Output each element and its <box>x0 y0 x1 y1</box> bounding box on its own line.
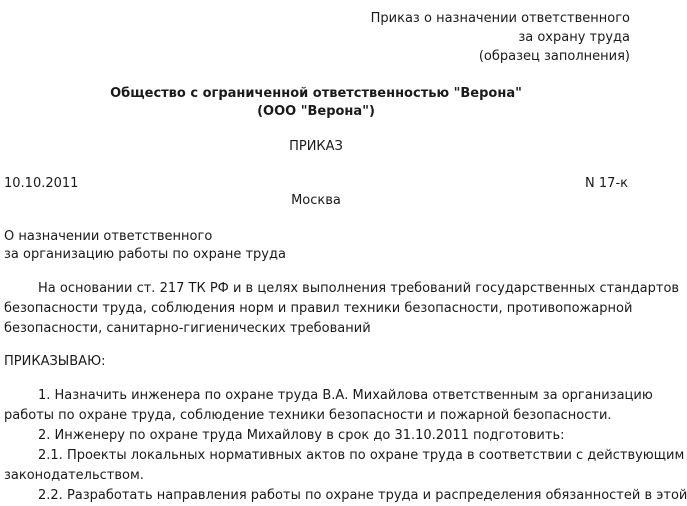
item-2-1-line-1: 2.1. Проекты локальных нормативных актов по охране труда в соответствии с действующим <box>38 448 685 463</box>
preamble-line-1: На основании ст. 217 ТК РФ и в целях выполнения требований государственных стандартов <box>38 281 680 296</box>
header-note-line-2: за охрану труда <box>518 30 630 45</box>
header-note <box>371 9 630 66</box>
header-note-line-3: (образец заполнения) <box>478 49 630 64</box>
item-2: 2. Инженеру по охране труда Михайлову в срок до 31.10.2011 подготовить: <box>38 428 565 443</box>
item-2-1-line-2: законодательством. <box>4 468 144 483</box>
order-word: ПРИКАЗЫВАЮ: <box>4 354 106 369</box>
subject-line-1: О назначении ответственного <box>4 229 213 244</box>
subject-line-2: за организацию работы по охране труда <box>4 247 286 262</box>
preamble-paragraph <box>4 279 680 339</box>
preamble-line-2: безопасности труда, соблюдения норм и правил техники безопасности, противопожарной <box>4 301 633 316</box>
document-city: Москва <box>291 193 341 208</box>
document-date: 10.10.2011 <box>4 176 79 191</box>
document-number: N 17-к <box>585 176 628 191</box>
header-note-line-1: Приказ о назначении ответственного <box>370 11 630 26</box>
preamble-line-3: безопасности, санитарно-гигиенических требований <box>4 321 371 336</box>
item-1-line-2: работы по охране труда, соблюдение техники безопасности и пожарной безопасности. <box>4 408 612 423</box>
items-block <box>4 386 687 506</box>
organization-short-name: (ООО "Верона") <box>257 104 375 119</box>
item-2-2-partial: 2.2. Разработать направления работы по охране труда и распределения обязанностей в этой <box>38 488 687 503</box>
organization-full-name: Общество с ограниченной ответственностью "Верона" <box>110 86 522 101</box>
document-title: ПРИКАЗ <box>289 139 343 154</box>
item-1-line-1: 1. Назначить инженера по охране труда В.А. Михайлова ответственным за организацию <box>38 388 653 403</box>
